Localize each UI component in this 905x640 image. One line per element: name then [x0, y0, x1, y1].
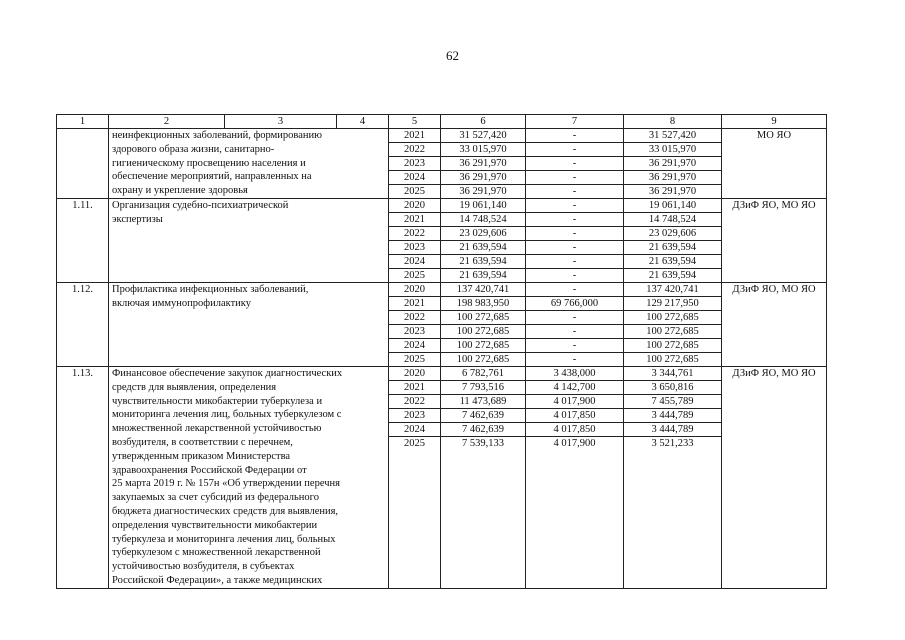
description-line: включая иммунопрофилактику	[112, 297, 251, 309]
regional-cell: 19 061,140	[624, 199, 722, 213]
federal-cell: -	[526, 353, 624, 367]
table-row	[57, 129, 827, 143]
total-cell: 21 639,594	[441, 269, 526, 283]
header-cell-7: 7	[526, 115, 624, 129]
regional-cell: 33 015,970	[624, 143, 722, 157]
description-line: утвержденным приказом Министерства	[112, 450, 291, 462]
total-cell: 7 462,639	[441, 409, 526, 423]
year-cell: 2021	[389, 213, 441, 227]
description-line: 25 марта 2019 г. № 157н «Об утверждении перечня	[112, 478, 340, 490]
federal-cell: -	[526, 241, 624, 255]
description-line: возбудителя, в соответствии с перечнем,	[112, 436, 293, 448]
year-cell: 2021	[389, 381, 441, 395]
year-cell: 2025	[389, 437, 441, 589]
header-cell-5: 5	[389, 115, 441, 129]
description-line: устойчивостью возбудителя, в субъектах	[112, 561, 295, 573]
regional-cell: 100 272,685	[624, 353, 722, 367]
regional-cell: 3 444,789	[624, 423, 722, 437]
regional-cell: 21 639,594	[624, 255, 722, 269]
year-cell: 2020	[389, 367, 441, 381]
regional-cell: 3 521,233	[624, 437, 722, 589]
federal-cell: -	[526, 339, 624, 353]
federal-cell: -	[526, 199, 624, 213]
year-cell: 2022	[389, 227, 441, 241]
year-cell: 2025	[389, 269, 441, 283]
total-cell: 14 748,524	[441, 213, 526, 227]
federal-cell: -	[526, 129, 624, 143]
item-description	[109, 199, 389, 283]
federal-cell: -	[526, 283, 624, 297]
federal-cell: 4 017,850	[526, 423, 624, 437]
year-cell: 2021	[389, 129, 441, 143]
total-cell: 7 462,639	[441, 423, 526, 437]
total-cell: 137 420,741	[441, 283, 526, 297]
total-cell: 36 291,970	[441, 171, 526, 185]
year-cell: 2022	[389, 311, 441, 325]
program-table	[56, 114, 827, 589]
table-row	[57, 199, 827, 213]
regional-cell: 100 272,685	[624, 339, 722, 353]
total-cell: 100 272,685	[441, 339, 526, 353]
federal-cell: 4 017,900	[526, 437, 624, 589]
year-cell: 2024	[389, 339, 441, 353]
regional-cell: 100 272,685	[624, 325, 722, 339]
year-cell: 2023	[389, 409, 441, 423]
year-cell: 2022	[389, 395, 441, 409]
total-cell: 36 291,970	[441, 157, 526, 171]
item-number: 1.11.	[57, 199, 109, 283]
description-line: Организация судебно-психиатрической	[112, 200, 289, 211]
total-cell: 198 983,950	[441, 297, 526, 311]
regional-cell: 36 291,970	[624, 171, 722, 185]
year-cell: 2025	[389, 353, 441, 367]
federal-cell: -	[526, 255, 624, 269]
federal-cell: -	[526, 269, 624, 283]
year-cell: 2020	[389, 283, 441, 297]
description-line: множественной лекарственной устойчивостью	[112, 423, 322, 435]
description-line: здорового образа жизни, санитарно-	[112, 143, 275, 155]
item-number: 1.12.	[57, 283, 109, 367]
item-description	[109, 367, 389, 589]
regional-cell: 36 291,970	[624, 157, 722, 171]
description-line: охрану и укрепление здоровья	[112, 185, 248, 197]
total-cell: 31 527,420	[441, 129, 526, 143]
total-cell: 100 272,685	[441, 311, 526, 325]
regional-cell: 137 420,741	[624, 283, 722, 297]
description-line: чувствительности микобактерии туберкулеза и	[112, 395, 323, 407]
year-cell: 2023	[389, 241, 441, 255]
total-cell: 100 272,685	[441, 325, 526, 339]
regional-cell: 23 029,606	[624, 227, 722, 241]
year-cell: 2023	[389, 325, 441, 339]
federal-cell: 3 438,000	[526, 367, 624, 381]
federal-cell: -	[526, 325, 624, 339]
federal-cell: 4 017,900	[526, 395, 624, 409]
regional-cell: 21 639,594	[624, 241, 722, 255]
regional-cell: 3 650,816	[624, 381, 722, 395]
item-description	[109, 129, 389, 199]
table-row	[57, 367, 827, 381]
year-cell: 2023	[389, 157, 441, 171]
executor-cell: ДЗиФ ЯО, МО ЯО	[722, 283, 827, 367]
federal-cell: -	[526, 227, 624, 241]
description-line: неинфекционных заболеваний, формированию	[112, 130, 322, 141]
item-number	[57, 129, 109, 199]
description-line: гигиеническому просвещению населения и	[112, 157, 306, 169]
total-cell: 7 793,516	[441, 381, 526, 395]
total-cell: 6 782,761	[441, 367, 526, 381]
total-cell: 33 015,970	[441, 143, 526, 157]
description-line: закупаемых за счет субсидий из федерального	[112, 492, 319, 504]
executor-cell: ДЗиФ ЯО, МО ЯО	[722, 199, 827, 283]
year-cell: 2021	[389, 297, 441, 311]
description-line: мониторинга лечения лиц, больных туберкулезом с	[112, 409, 342, 421]
header-cell-4: 4	[337, 115, 389, 129]
total-cell: 21 639,594	[441, 255, 526, 269]
year-cell: 2024	[389, 171, 441, 185]
federal-cell: 69 766,000	[526, 297, 624, 311]
regional-cell: 129 217,950	[624, 297, 722, 311]
regional-cell: 7 455,789	[624, 395, 722, 409]
header-cell-8: 8	[624, 115, 722, 129]
page-number: 62	[446, 48, 459, 63]
header-cell-9: 9	[722, 115, 827, 129]
total-cell: 23 029,606	[441, 227, 526, 241]
total-cell: 11 473,689	[441, 395, 526, 409]
federal-cell: -	[526, 157, 624, 171]
regional-cell: 36 291,970	[624, 185, 722, 199]
federal-cell: -	[526, 171, 624, 185]
regional-cell: 3 444,789	[624, 409, 722, 423]
description-line: здравоохранения Российской Федерации от	[112, 464, 307, 476]
description-line: бюджета диагностических средств для выявления,	[112, 505, 339, 517]
regional-cell: 14 748,524	[624, 213, 722, 227]
header-cell-6: 6	[441, 115, 526, 129]
regional-cell: 100 272,685	[624, 311, 722, 325]
year-cell: 2024	[389, 255, 441, 269]
federal-cell: 4 017,850	[526, 409, 624, 423]
description-line: туберкулезом с множественной лекарственной	[112, 547, 321, 559]
total-cell: 100 272,685	[441, 353, 526, 367]
executor-cell: МО ЯО	[722, 129, 827, 199]
description-line: обеспечение мероприятий, направленных на	[112, 171, 312, 183]
federal-cell: 4 142,700	[526, 381, 624, 395]
description-line: средств для выявления, определения	[112, 381, 277, 393]
header-cell-1: 1	[57, 115, 109, 129]
description-line: Профилактика инфекционных заболеваний,	[112, 284, 309, 295]
item-description	[109, 283, 389, 367]
year-cell: 2020	[389, 199, 441, 213]
executor-cell: ДЗиФ ЯО, МО ЯО	[722, 367, 827, 589]
federal-cell: -	[526, 185, 624, 199]
total-cell: 21 639,594	[441, 241, 526, 255]
table-row	[57, 283, 827, 297]
regional-cell: 31 527,420	[624, 129, 722, 143]
description-line: экспертизы	[112, 213, 163, 225]
description-line: Финансовое обеспечение закупок диагностических	[112, 368, 343, 379]
total-cell: 19 061,140	[441, 199, 526, 213]
total-cell: 36 291,970	[441, 185, 526, 199]
item-number: 1.13.	[57, 367, 109, 589]
total-cell: 7 539,133	[441, 437, 526, 589]
federal-cell: -	[526, 213, 624, 227]
year-cell: 2022	[389, 143, 441, 157]
regional-cell: 3 344,761	[624, 367, 722, 381]
description-line: определения чувствительности микобактерии	[112, 519, 318, 531]
header-cell-3: 3	[225, 115, 337, 129]
year-cell: 2025	[389, 185, 441, 199]
federal-cell: -	[526, 311, 624, 325]
federal-cell: -	[526, 143, 624, 157]
header-row	[57, 115, 827, 129]
year-cell: 2024	[389, 423, 441, 437]
description-line: Российской Федерации», а также медицинских	[112, 574, 323, 586]
header-cell-2: 2	[109, 115, 225, 129]
regional-cell: 21 639,594	[624, 269, 722, 283]
description-line: туберкулеза и мониторинга лечения лиц, больных	[112, 533, 336, 545]
